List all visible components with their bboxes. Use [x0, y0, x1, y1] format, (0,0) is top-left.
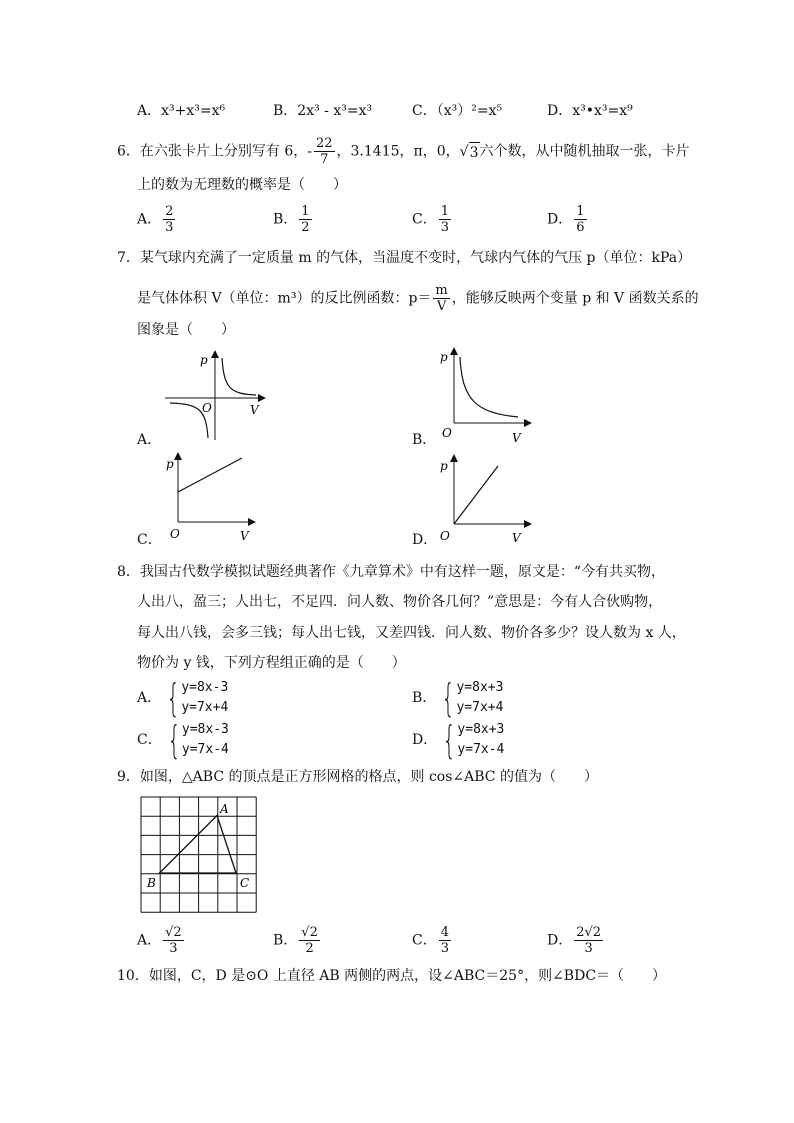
- q8-option-c[interactable]: C． { y=8x-3 y=7x-4: [137, 718, 229, 762]
- q7-a-axis-v: V: [250, 403, 259, 417]
- q9-grid-figure: [140, 796, 262, 918]
- q6-option-d[interactable]: D． $\frac{1}{6}$: [547, 204, 585, 235]
- q7-graph-b: [436, 345, 536, 445]
- q8-stem-line1: 8．我国古代数学模拟试题经典著作《九章算术》中有这样一题，原文是：“今有共买物，: [117, 564, 666, 580]
- q5-option-a[interactable]: A．x³+x³=x⁶: [137, 103, 226, 119]
- q7-b-axis-p: p: [440, 350, 448, 364]
- q7-b-axis-v: V: [512, 431, 521, 445]
- q6-stem-line2: 上的数为无理数的概率是（ ）: [137, 177, 347, 193]
- q7-option-a[interactable]: A．: [137, 432, 162, 448]
- q7-c-origin: O: [170, 527, 180, 541]
- q9-triangle: [160, 816, 237, 874]
- q7-graph-c: [160, 450, 260, 545]
- q10-stem: 10．如图，C，D 是⊙O 上直径 AB 两侧的两点，设∠ABC＝25°，则∠BDC＝（ ）: [117, 968, 667, 984]
- q8-option-a[interactable]: A． { y=8x-3 y=7x+4: [137, 676, 229, 720]
- q7-c-axis-v: V: [240, 529, 249, 543]
- q7-d-axis-p: p: [440, 459, 448, 473]
- q6-option-a[interactable]: A． $\frac{2}{3}$: [137, 204, 174, 235]
- q8-stem-line2: 人出八，盈三；人出七，不足四．问人数、物价各几何？”意思是：今有人合伙购物，: [137, 594, 663, 610]
- q7-d-origin: O: [440, 529, 450, 543]
- q9-stem: 9．如图，△ABC 的顶点是正方形网格的格点，则 cos∠ABC 的值为（ ）: [117, 769, 598, 785]
- q9-option-a[interactable]: A． $\frac{√2}{3}$: [137, 925, 182, 956]
- q7-a-axis-p: p: [200, 353, 208, 367]
- q7-option-b[interactable]: B．: [412, 432, 437, 448]
- q8-stem-line3: 每人出八钱，会多三钱；每人出七钱，又差四钱．问人数、物价各多少？设人数为 x 人，: [137, 625, 686, 641]
- q6-fraction: $\frac{22}{7}$: [316, 136, 333, 167]
- q9-label-a: A: [220, 802, 229, 816]
- q7-stem-line2: 是气体体积 V（单位：m³）的反比例函数：p＝ $\frac{m}{V}$ ，能够反映两个变量 p 和 V 函数关系的: [137, 283, 699, 314]
- q6-sqrt: √ 3: [459, 143, 479, 161]
- q5-option-d[interactable]: D．x³•x³=x⁹: [547, 103, 633, 119]
- q9-option-b[interactable]: B． $\frac{√2}{2}$: [273, 925, 318, 956]
- q7-d-axis-v: V: [512, 531, 521, 545]
- q6-option-b[interactable]: B． $\frac{1}{2}$: [273, 204, 310, 235]
- q7-stem-line3: 图象是（ ）: [137, 322, 235, 338]
- q7-graph-a: [160, 348, 270, 443]
- q7-c-axis-p: p: [166, 457, 174, 471]
- q7-a-origin: O: [202, 401, 212, 415]
- q7-b-origin: O: [442, 426, 452, 440]
- q8-stem-line4: 物价为 y 钱，下列方程组正确的是（ ）: [137, 655, 406, 671]
- q7-option-c[interactable]: C．: [137, 532, 162, 548]
- q9-option-c[interactable]: C． $\frac{4}{3}$: [412, 925, 449, 956]
- q8-option-b[interactable]: B． { y=8x+3 y=7x+4: [412, 676, 504, 720]
- q5-option-b[interactable]: B．2x³ - x³=x³: [273, 103, 373, 119]
- q7-option-d[interactable]: D．: [412, 532, 438, 548]
- q7-stem-line1: 7．某气球内充满了一定质量 m 的气体，当温度不变时，气球内气体的气压 p（单位：kPa）: [117, 250, 692, 266]
- q6-stem-line1: 6．在六张卡片上分别写有 6，- $\frac{22}{7}$ ，3.1415，π，0，√ 3 六个数，从中随机抽取一张，卡片: [117, 136, 690, 167]
- q7-graph-d: [436, 452, 536, 547]
- q9-label-b: B: [147, 876, 156, 890]
- q9-label-c: C: [240, 876, 250, 890]
- q5-option-c[interactable]: C．（x³）²=x⁵: [412, 103, 503, 119]
- q9-option-d[interactable]: D． $\frac{2√2}{3}$: [547, 925, 602, 956]
- q8-option-d[interactable]: D． { y=8x+3 y=7x-4: [412, 718, 505, 762]
- q6-option-c[interactable]: C． $\frac{1}{3}$: [412, 204, 449, 235]
